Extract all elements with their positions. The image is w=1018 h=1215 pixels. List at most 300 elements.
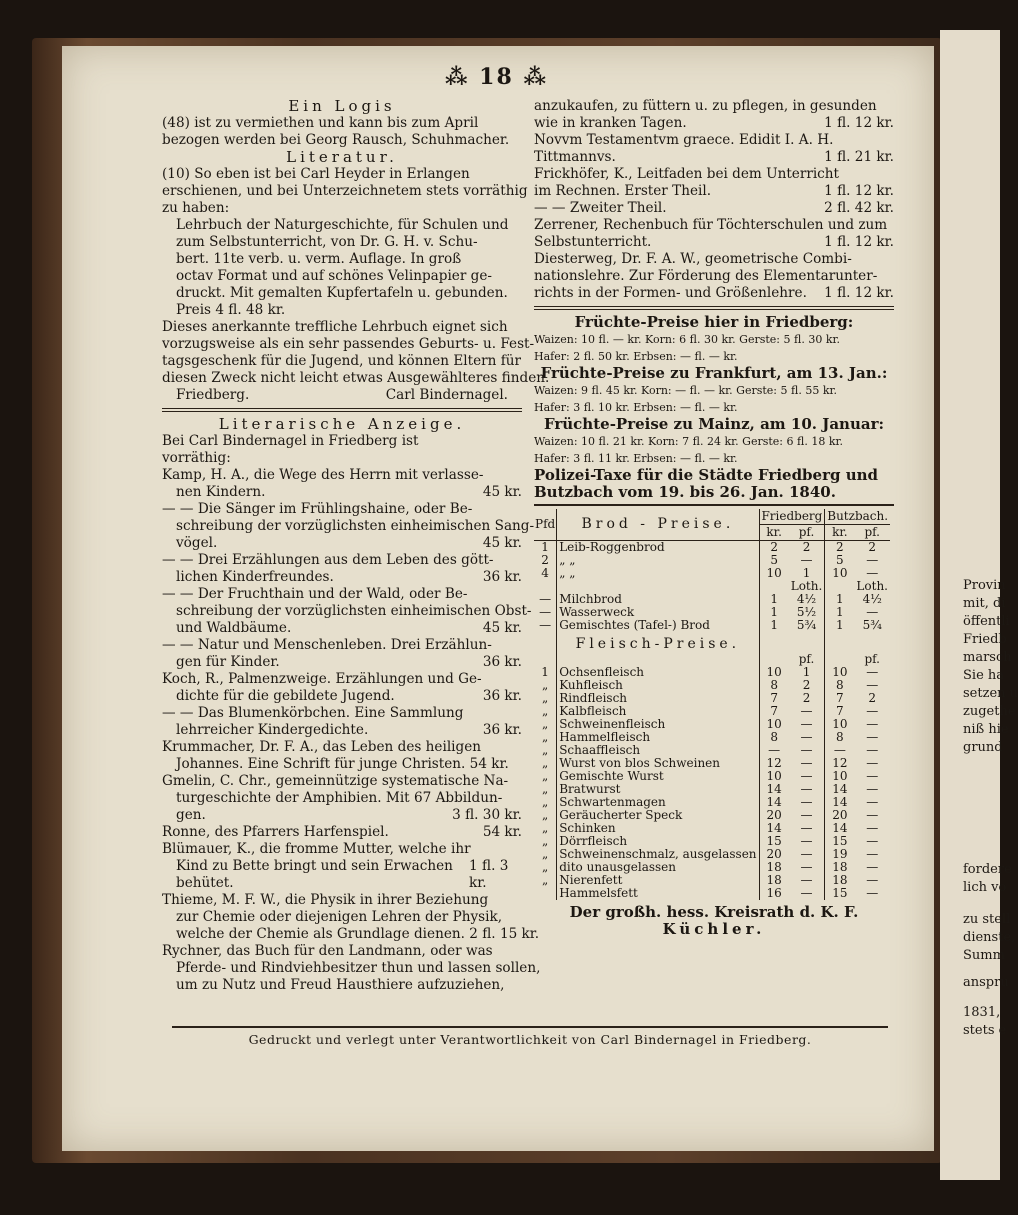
entry-text: wie in kranken Tagen. bbox=[534, 115, 687, 131]
cell-friedberg-kr: 12 bbox=[766, 756, 782, 770]
entry-text: Rychner, das Buch für den Landmann, oder was bbox=[162, 943, 493, 959]
cell-friedberg-pf: — bbox=[789, 744, 825, 757]
cell-pfd: — bbox=[534, 619, 557, 632]
cell-friedberg-pf: 4½ bbox=[789, 593, 825, 606]
list-item bbox=[162, 943, 541, 994]
cell-friedberg-kr: 1 bbox=[770, 592, 778, 606]
entry-price: 2 fl. 42 kr. bbox=[824, 200, 894, 216]
list-item bbox=[162, 467, 522, 501]
cell-butzbach-kr: 14 bbox=[832, 782, 848, 796]
entry-price: 1 fl. 12 kr. bbox=[824, 115, 894, 131]
cell-friedberg-kr: 18 bbox=[766, 860, 782, 874]
cell-name: dito unausgelassen bbox=[557, 861, 759, 874]
fruechte-mainz-prices bbox=[534, 433, 894, 467]
cell-friedberg-pf: 2 bbox=[789, 541, 825, 555]
cell-friedberg-kr: 2 bbox=[770, 540, 778, 554]
entry-price: 1 fl. 3 kr. bbox=[469, 858, 509, 891]
cell-friedberg-kr: 10 bbox=[766, 566, 782, 580]
cell-name: Schaaffleisch bbox=[557, 744, 759, 757]
entry-text: — — Die Sänger im Frühlingshaine, oder Be- bbox=[162, 501, 473, 517]
cell-friedberg-kr: 7 bbox=[770, 691, 778, 705]
signature-place: Friedberg. bbox=[176, 387, 250, 403]
price-table bbox=[534, 509, 890, 900]
entry-price: 45 kr. bbox=[482, 535, 522, 551]
header-pf: pf. bbox=[789, 525, 825, 541]
text-line bbox=[534, 115, 894, 132]
cell-butzbach-kr: 5 bbox=[836, 553, 844, 567]
cell-friedberg-pf: — bbox=[789, 848, 825, 861]
cell-empty bbox=[534, 632, 557, 653]
recommendation-text bbox=[162, 319, 550, 387]
fragment-text: setzen u bbox=[963, 686, 1018, 701]
text-line: zu haben: bbox=[162, 200, 230, 216]
cell-butzbach-pf: — bbox=[866, 769, 879, 783]
cell-butzbach-kr: 10 bbox=[832, 717, 848, 731]
cell-butzbach-kr: 18 bbox=[832, 873, 848, 887]
cell-empty bbox=[759, 632, 789, 653]
entry-text: Tittmannvs. bbox=[534, 149, 616, 165]
cell-friedberg-pf: 5½ bbox=[789, 606, 825, 619]
cell-name: Schinken bbox=[557, 822, 759, 835]
cell-name: Gemischte Wurst bbox=[557, 770, 759, 783]
entry-text: Novvm Testamentvm graece. Edidit I. A. H. bbox=[534, 132, 834, 148]
cell-butzbach-pf: — bbox=[866, 756, 879, 770]
list-item bbox=[162, 739, 522, 773]
cell-name: Hammelsfett bbox=[557, 887, 759, 900]
continuation-list bbox=[534, 98, 894, 302]
text-line bbox=[534, 268, 894, 285]
entry-price: 1 fl. 21 kr. bbox=[824, 149, 894, 165]
cell-name: Wasserweck bbox=[557, 606, 759, 619]
cell-friedberg-kr: 8 bbox=[770, 730, 778, 744]
entry-text: Pferde- und Rindviehbesitzer thun und lassen sollen, bbox=[176, 960, 541, 976]
literatur-title: Literatur. bbox=[286, 148, 398, 166]
text-line: diesen Zweck nicht leicht etwas Ausgewählteres finden. bbox=[162, 370, 550, 386]
entry-text: zur Chemie oder diejenigen Lehren der Physik, bbox=[176, 909, 503, 925]
fruechte-frankfurt-title: Früchte-Preise zu Frankfurt, am 13. Jan.: bbox=[540, 364, 888, 382]
entry-text: Kind zu Bette bringt und sein Erwachen behütet. bbox=[176, 858, 453, 891]
text-line bbox=[534, 166, 894, 183]
taxe-title bbox=[534, 467, 894, 501]
cell-friedberg-pf: — bbox=[789, 874, 825, 887]
entry-text: Thieme, M. F. W., die Physik in ihrer Beziehung bbox=[162, 892, 489, 908]
text-line bbox=[534, 234, 894, 251]
cell-butzbach-pf: — bbox=[866, 782, 879, 796]
cell-friedberg-pf: — bbox=[789, 731, 825, 744]
divider bbox=[162, 408, 522, 412]
unit-label: pf. bbox=[864, 652, 880, 666]
cell-name: Schweinenfleisch bbox=[557, 718, 759, 731]
cell-friedberg-pf: 2 bbox=[789, 679, 825, 692]
cell-butzbach-pf: — bbox=[866, 743, 879, 757]
text-line bbox=[534, 217, 894, 234]
cell-friedberg-kr: 20 bbox=[766, 808, 782, 822]
text-line bbox=[162, 807, 522, 824]
header-brod: Brod - Preise. bbox=[557, 509, 759, 541]
text-line bbox=[162, 535, 522, 552]
price-line: Waizen: 10 fl. — kr. Korn: 6 fl. 30 kr. Gerste: 5 fl. 30 kr. bbox=[534, 333, 841, 346]
entry-text: Gmelin, C. Chr., gemeinnützige systematische Na- bbox=[162, 773, 509, 789]
cell-friedberg-pf: — bbox=[789, 796, 825, 809]
entry-text: Ronne, des Pfarrers Harfenspiel. bbox=[162, 824, 389, 840]
cell-name: Leib-Roggenbrod bbox=[557, 541, 759, 555]
cell-friedberg-pf: — bbox=[789, 835, 825, 848]
cell-name: Milchbrod bbox=[557, 593, 759, 606]
cell-friedberg-kr: 5 bbox=[770, 553, 778, 567]
cell-friedberg-pf: — bbox=[789, 705, 825, 718]
fragment-text: zugethe bbox=[963, 704, 1016, 719]
entry-price: 36 kr. bbox=[482, 688, 522, 704]
entry-text: nationslehre. Zur Förderung des Elementarunter- bbox=[534, 268, 878, 284]
entry-price: 36 kr. bbox=[482, 722, 522, 738]
fragment-text: marsch bbox=[963, 650, 1012, 665]
cell-butzbach-kr: 1 bbox=[836, 605, 844, 619]
fragment-text: Provin bbox=[963, 578, 1006, 593]
cell-empty bbox=[789, 632, 825, 653]
cell-empty bbox=[854, 632, 890, 653]
cell-friedberg-kr: 18 bbox=[766, 873, 782, 887]
cell-butzbach-pf: — bbox=[866, 717, 879, 731]
cell-butzbach-kr: — bbox=[833, 743, 846, 757]
fruechte-friedberg-title: Früchte-Preise hier in Friedberg: bbox=[574, 313, 854, 331]
cell-pfd bbox=[534, 887, 557, 900]
text-line bbox=[162, 569, 522, 586]
cell-name: Bratwurst bbox=[557, 783, 759, 796]
page-number: ⁂ 18 ⁂ bbox=[445, 64, 548, 90]
cell-butzbach-kr: 15 bbox=[832, 886, 848, 900]
cell-butzbach-kr: 7 bbox=[836, 704, 844, 718]
cell-butzbach-kr: 1 bbox=[836, 592, 844, 606]
cell-butzbach-pf: 5¾ bbox=[862, 618, 882, 632]
header-pf: pf. bbox=[854, 525, 890, 541]
cell-name: Ochsenfleisch bbox=[557, 666, 759, 679]
table-row bbox=[534, 887, 890, 900]
cell-pfd: „ bbox=[534, 809, 557, 822]
cell-butzbach-pf: — bbox=[866, 730, 879, 744]
cell-butzbach-kr: 10 bbox=[832, 566, 848, 580]
text-line: (48) ist zu vermiethen und kann bis zum April bbox=[162, 115, 479, 131]
cell-butzbach-kr: 8 bbox=[836, 678, 844, 692]
text-line: erschienen, und bei Unterzeichnetem stets vorräthig bbox=[162, 183, 528, 199]
cell-friedberg-pf: — bbox=[789, 770, 825, 783]
list-item bbox=[162, 501, 535, 552]
cell-name: Wurst von blos Schweinen bbox=[557, 757, 759, 770]
cell-friedberg-pf: 5¾ bbox=[789, 619, 825, 632]
cell-friedberg-kr: 14 bbox=[766, 821, 782, 835]
entry-text: Koch, R., Palmenzweige. Erzählungen und Ge- bbox=[162, 671, 482, 687]
cell-pfd: „ bbox=[534, 874, 557, 887]
fleisch-title: Fleisch-Preise. bbox=[557, 632, 759, 653]
entry-price: 54 kr. bbox=[482, 824, 522, 840]
entry-text: — — Drei Erzählungen aus dem Leben des gött- bbox=[162, 552, 494, 568]
cell-butzbach-kr: 12 bbox=[832, 756, 848, 770]
book-list bbox=[162, 467, 541, 994]
cell-pfd: „ bbox=[534, 848, 557, 861]
cell-pfd: 2 bbox=[534, 554, 557, 567]
table-row bbox=[534, 541, 890, 555]
entry-text: gen. bbox=[176, 807, 206, 823]
cell-pfd: „ bbox=[534, 718, 557, 731]
fruechte-mainz-title: Früchte-Preise zu Mainz, am 10. Januar: bbox=[543, 415, 885, 433]
cell-pfd: 1 bbox=[534, 666, 557, 679]
entry-text: im Rechnen. Erster Theil. bbox=[534, 183, 712, 199]
text-line bbox=[162, 654, 522, 671]
cell-pfd: — bbox=[534, 606, 557, 619]
entry-text: Frickhöfer, K., Leitfaden bei dem Unterricht bbox=[534, 166, 840, 182]
cell-name: Schwartenmagen bbox=[557, 796, 759, 809]
cell-friedberg-pf: 2 bbox=[789, 692, 825, 705]
right-column bbox=[534, 98, 894, 938]
header-kr: kr. bbox=[759, 525, 789, 541]
text-line bbox=[162, 484, 522, 501]
text-line: zum Selbstunterricht, von Dr. G. H. v. Schu- bbox=[176, 234, 478, 250]
list-item bbox=[162, 892, 540, 943]
cell-friedberg-kr: 7 bbox=[770, 704, 778, 718]
text-line: Lehrbuch der Naturgeschichte, für Schulen und bbox=[176, 217, 509, 233]
cell-friedberg-kr: 15 bbox=[766, 834, 782, 848]
imprint-footer: Gedruckt und verlegt unter Verantwortlichkeit von Carl Bindernagel in Friedberg. bbox=[172, 1026, 888, 1047]
cell-pfd: „ bbox=[534, 731, 557, 744]
entry-text: — — Zweiter Theil. bbox=[534, 200, 667, 216]
entry-text: — — Das Blumenkörbchen. Eine Sammlung bbox=[162, 705, 464, 721]
cell-friedberg-kr: 16 bbox=[766, 886, 782, 900]
table-row bbox=[534, 619, 890, 632]
text-line bbox=[162, 620, 522, 637]
entry-text: vögel. bbox=[176, 535, 218, 551]
entry-text: Zerrener, Rechenbuch für Töchterschulen und zum bbox=[534, 217, 888, 233]
cell-name: Nierenfett bbox=[557, 874, 759, 887]
cell-pfd: „ bbox=[534, 835, 557, 848]
cell-butzbach-pf: — bbox=[866, 553, 879, 567]
entry-price: 45 kr. bbox=[482, 484, 522, 500]
cell-butzbach-pf: 2 bbox=[868, 691, 877, 705]
entry-text: Selbstunterricht. bbox=[534, 234, 652, 250]
entry-text: schreibung der vorzüglichsten einheimischen Sang- bbox=[176, 518, 535, 534]
signature-official: Der großh. hess. Kreisrath d. K. F. bbox=[569, 903, 859, 921]
cell-name: „ „ bbox=[557, 567, 759, 580]
cell-pfd: „ bbox=[534, 679, 557, 692]
fragment-text: anspru bbox=[963, 975, 1009, 990]
fragment-text: stets e bbox=[963, 1023, 1007, 1038]
cell-friedberg-pf: 1 bbox=[789, 567, 825, 580]
cell-butzbach-pf: — bbox=[866, 704, 879, 718]
text-line bbox=[534, 285, 894, 302]
text-line: vorzugsweise als ein sehr passendes Geburts- u. Fest- bbox=[162, 336, 535, 352]
cell-butzbach-kr: 7 bbox=[836, 691, 844, 705]
fragment-text: öffentli bbox=[963, 614, 1010, 629]
price-line: Hafer: 2 fl. 50 kr. Erbsen: — fl. — kr. bbox=[534, 350, 738, 363]
header-butzbach: Butzbach. bbox=[825, 509, 890, 525]
fragment-text: fordere bbox=[963, 862, 1012, 877]
entry-text: gen für Kinder. bbox=[176, 654, 280, 670]
entry-text: welche der Chemie als Grundlage dienen. 2 fl. 15 kr. bbox=[176, 926, 540, 942]
cell-pfd: 4 bbox=[534, 567, 557, 580]
price-table-body bbox=[534, 541, 890, 901]
price-line: Hafer: 3 fl. 11 kr. Erbsen: — fl. — kr. bbox=[534, 452, 738, 465]
entry-price: 1 fl. 12 kr. bbox=[824, 183, 894, 199]
text-line bbox=[534, 200, 894, 217]
fragment-text: Sie ha bbox=[963, 668, 1005, 683]
cell-pfd: „ bbox=[534, 744, 557, 757]
entry-text: Diesterweg, Dr. F. A. W., geometrische Combi- bbox=[534, 251, 852, 267]
cell-butzbach-pf: — bbox=[866, 566, 879, 580]
entry-text: um zu Nutz und Freud Hausthiere aufzuziehen, bbox=[176, 977, 505, 993]
cell-friedberg-kr: 1 bbox=[770, 605, 778, 619]
cell-butzbach-pf: — bbox=[866, 605, 879, 619]
cell-pfd: — bbox=[534, 593, 557, 606]
list-item bbox=[162, 705, 522, 739]
table-row bbox=[534, 632, 890, 653]
cell-pfd: „ bbox=[534, 705, 557, 718]
entry-text: turgeschichte der Amphibien. Mit 67 Abbildun- bbox=[176, 790, 503, 806]
cell-pfd: „ bbox=[534, 861, 557, 874]
table-row bbox=[534, 567, 890, 580]
cell-butzbach-kr: 18 bbox=[832, 860, 848, 874]
text-line bbox=[162, 722, 522, 739]
cell-butzbach-pf: — bbox=[866, 665, 879, 679]
cell-butzbach-pf: — bbox=[866, 886, 879, 900]
price-line: Hafer: 3 fl. 10 kr. Erbsen: — fl. — kr. bbox=[534, 401, 738, 414]
cell-butzbach-pf: — bbox=[866, 860, 879, 874]
cell-friedberg-kr: 14 bbox=[766, 795, 782, 809]
cell-pfd: 1 bbox=[534, 541, 557, 555]
text-line: Butzbach vom 19. bis 26. Jan. 1840. bbox=[534, 483, 836, 501]
cell-pfd: „ bbox=[534, 757, 557, 770]
text-line: Preis 4 fl. 48 kr. bbox=[176, 302, 286, 318]
signature-line bbox=[162, 387, 522, 404]
list-item bbox=[162, 637, 522, 671]
text-line bbox=[162, 824, 522, 841]
cell-friedberg-kr: 8 bbox=[770, 678, 778, 692]
entry-text: — — Der Fruchthain und der Wald, oder Be- bbox=[162, 586, 468, 602]
price-line: Waizen: 10 fl. 21 kr. Korn: 7 fl. 24 kr. Gerste: 6 fl. 18 kr. bbox=[534, 435, 844, 448]
cell-butzbach-pf: 2 bbox=[868, 540, 877, 554]
text-line bbox=[534, 251, 894, 268]
anzeige-title: Literarische Anzeige. bbox=[218, 415, 466, 433]
unit-label: pf. bbox=[789, 653, 825, 666]
cell-friedberg-pf: — bbox=[789, 822, 825, 835]
entry-text: nen Kindern. bbox=[176, 484, 266, 500]
header-kr: kr. bbox=[825, 525, 855, 541]
list-item bbox=[162, 586, 532, 637]
cell-pfd: „ bbox=[534, 822, 557, 835]
text-line bbox=[534, 132, 894, 149]
entry-text: und Waldbäume. bbox=[176, 620, 292, 636]
fragment-text: dienste, bbox=[963, 930, 1016, 945]
anzeige-intro bbox=[162, 433, 522, 467]
list-item bbox=[162, 671, 522, 705]
text-line bbox=[534, 149, 894, 166]
entry-text: dichte für die gebildete Jugend. bbox=[176, 688, 395, 704]
cell-friedberg-pf: 1 bbox=[789, 666, 825, 679]
cell-empty bbox=[825, 632, 855, 653]
fragment-text: Summ bbox=[963, 948, 1005, 963]
book-description bbox=[162, 217, 522, 319]
cell-pfd: „ bbox=[534, 783, 557, 796]
cell-friedberg-kr: 10 bbox=[766, 769, 782, 783]
fragment-text: lich vo bbox=[963, 880, 1007, 895]
cell-butzbach-pf: — bbox=[866, 678, 879, 692]
cell-name: „ „ bbox=[557, 554, 759, 567]
entry-text: lehrreicher Kindergedichte. bbox=[176, 722, 369, 738]
cell-butzbach-pf: — bbox=[866, 808, 879, 822]
fruechte-frankfurt-prices bbox=[534, 382, 894, 416]
header-friedberg: Friedberg bbox=[759, 509, 825, 525]
cell-butzbach-kr: 10 bbox=[832, 769, 848, 783]
divider bbox=[534, 504, 894, 506]
cell-friedberg-pf: — bbox=[789, 809, 825, 822]
list-item bbox=[162, 773, 522, 824]
list-item bbox=[162, 552, 522, 586]
entry-price: 1 fl. 12 kr. bbox=[824, 234, 894, 250]
cell-friedberg-pf: — bbox=[789, 783, 825, 796]
cell-friedberg-kr: 14 bbox=[766, 782, 782, 796]
text-line bbox=[162, 688, 522, 705]
cell-friedberg-kr: 10 bbox=[766, 717, 782, 731]
entry-text: Krummacher, Dr. F. A., das Leben des heiligen bbox=[162, 739, 482, 755]
fragment-text: zu stell bbox=[963, 912, 1011, 927]
price-line: Waizen: 9 fl. 45 kr. Korn: — fl. — kr. Gerste: 5 fl. 55 kr. bbox=[534, 384, 838, 397]
entry-text: — — Natur und Menschenleben. Drei Erzählun- bbox=[162, 637, 492, 653]
entry-text: Blümauer, K., die fromme Mutter, welche ihr bbox=[162, 841, 471, 857]
text-line: octav Format und auf schönes Velinpapier ge- bbox=[176, 268, 493, 284]
entry-price: 45 kr. bbox=[482, 620, 522, 636]
cell-name: Schweinenschmalz, ausgelassen bbox=[557, 848, 759, 861]
cell-friedberg-pf: — bbox=[789, 554, 825, 567]
cell-butzbach-pf: — bbox=[866, 873, 879, 887]
cell-friedberg-pf: — bbox=[789, 887, 825, 900]
cell-friedberg-pf: — bbox=[789, 718, 825, 731]
cell-butzbach-pf: — bbox=[866, 847, 879, 861]
signature-name: Carl Bindernagel. bbox=[385, 387, 508, 403]
cell-butzbach-kr: 19 bbox=[832, 847, 848, 861]
cell-butzbach-pf: — bbox=[866, 795, 879, 809]
text-line: vorräthig: bbox=[162, 450, 231, 466]
cell-friedberg-pf: — bbox=[789, 757, 825, 770]
text-line: Bei Carl Bindernagel in Friedberg ist bbox=[162, 433, 419, 449]
cell-name: Kuhfleisch bbox=[557, 679, 759, 692]
table-header-row bbox=[534, 509, 890, 525]
entry-price: 3 fl. 30 kr. bbox=[452, 807, 522, 823]
fragment-text: Friedb bbox=[963, 632, 1007, 647]
text-line: bezogen werden bei Georg Rausch, Schuhmacher. bbox=[162, 132, 510, 148]
cell-butzbach-pf: — bbox=[866, 821, 879, 835]
cell-butzbach-kr: 14 bbox=[832, 821, 848, 835]
cell-butzbach-pf: 4½ bbox=[862, 592, 882, 606]
fragment-text: 1831, bbox=[963, 1005, 1001, 1020]
cell-butzbach-pf: — bbox=[866, 834, 879, 848]
cell-friedberg-kr: 1 bbox=[770, 618, 778, 632]
cell-pfd: „ bbox=[534, 796, 557, 809]
cell-name: Hammelfleisch bbox=[557, 731, 759, 744]
entry-text: Johannes. Eine Schrift für junge Christen. 54 kr. bbox=[176, 756, 509, 772]
entry-price: 36 kr. bbox=[482, 569, 522, 585]
cell-name: Geräucherter Speck bbox=[557, 809, 759, 822]
text-line bbox=[534, 98, 894, 115]
cell-friedberg-kr: 20 bbox=[766, 847, 782, 861]
cell-pfd: „ bbox=[534, 770, 557, 783]
cell-friedberg-pf: — bbox=[789, 861, 825, 874]
cell-name: Gemischtes (Tafel-) Brod bbox=[557, 619, 759, 632]
unit-label: Loth. bbox=[789, 580, 825, 593]
list-item bbox=[162, 841, 522, 892]
text-line: druckt. Mit gemalten Kupfertafeln u. gebunden. bbox=[176, 285, 508, 301]
signature-official-name: Küchler. bbox=[662, 920, 766, 938]
entry-text: Kamp, H. A., die Wege des Herrn mit verlasse- bbox=[162, 467, 484, 483]
ornament-right: ⁂ bbox=[513, 64, 548, 90]
fragment-text: niß hie bbox=[963, 722, 1009, 737]
cell-butzbach-kr: 10 bbox=[832, 665, 848, 679]
